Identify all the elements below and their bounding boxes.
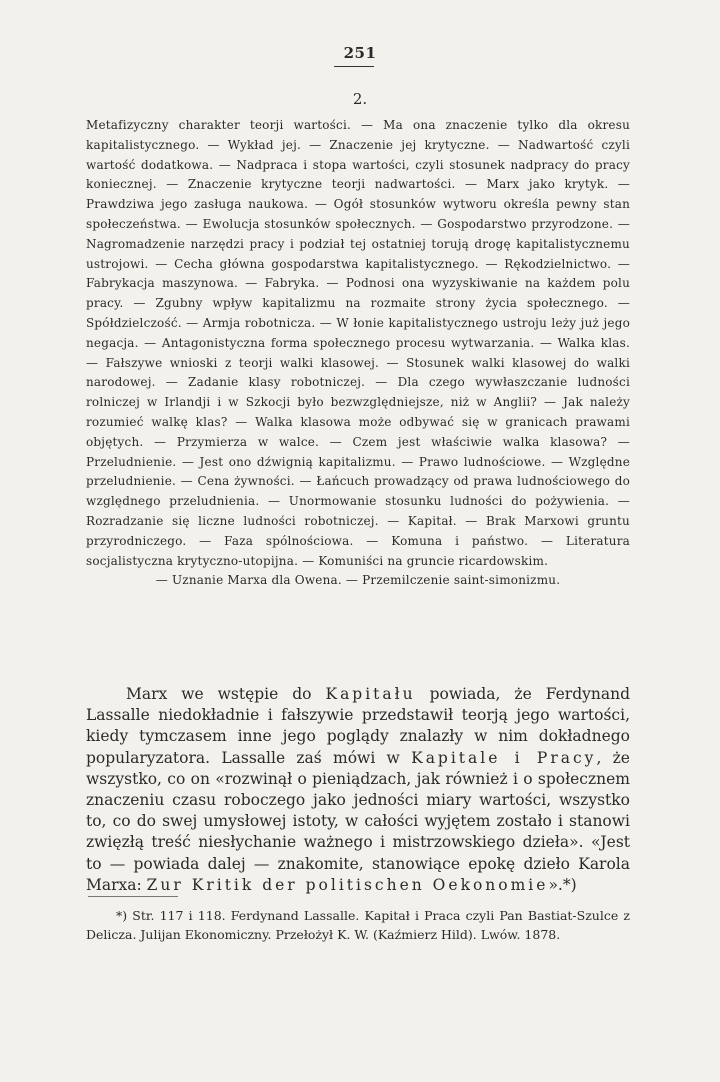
section-number: 2.: [352, 90, 368, 108]
footnote: *) Str. 117 i 118. Ferdynand Lassalle. Kapitał i Praca czyli Pan Bastiat-Szulce z Delicza. Julijan Ekonomiczny. Przełożył K. W. (Kaźmierz Hild). Lwów. 1878.: [86, 908, 630, 942]
book-title-kapital-i-praca: Kapitale i Pracy: [411, 748, 597, 767]
footnote-rule: [88, 896, 178, 897]
body-text-part-1: Marx we wstępie do: [126, 685, 326, 703]
body-text-part-2: powiada, że Ferdynand Lassalle niedokładnie i fałszywie przedstawił teorją jego wartości, kiedy tymczasem inne jego poglądy znalazły w nim dokładnego popularyzatora. Lassalle zaś mówi w: [86, 685, 630, 767]
page-number-rule: [334, 66, 374, 67]
book-title-kapital: Kapitału: [325, 685, 416, 703]
body-text-part-3: , że wszystko, co on «rozwinął o pieniądzach, jak również i o społecznem znaczeniu czasu roboczego jako jedności miary wartości, wszystko to, co do swej umysłowej istoty, w całości wyjętem zostało i stanowi zwięzłą treść niesłychanie ważnego i mistrzowskiego dzieła». «Jest to — powiada dalej — znakomite, stanowiące epokę dzieło Karola Marxa:: [86, 748, 630, 894]
body-paragraph: [86, 684, 630, 896]
page-number: 251: [343, 44, 377, 62]
chapter-summary-last-line: — Uznanie Marxa dla Owena. — Przemilczenie saint-simonizmu.: [155, 573, 561, 588]
body-text-part-4: ».*): [548, 875, 577, 894]
chapter-summary: [86, 116, 630, 591]
book-title-zur-kritik: Zur Kritik der politischen Oekonomie: [146, 875, 549, 894]
chapter-summary-text: Metafizyczny charakter teorji wartości. — Ma ona znaczenie tylko dla okresu kapitalistycznego. — Wykład jej. — Znaczenie jej krytyczne. — Nadwartość czyli wartość dodatkowa. — Nadpraca i stopa wartości, czyli stosunek nadpracy do pracy koniecznej. — Znaczenie krytyczne teorji nadwartości. — Marx jako krytyk. — Prawdziwa jego zasługa naukowa. — Ogół stosunków wytworu określa pewny stan społeczeństwa. — Ewolucja stosunków społecznych. — Gospodarstwo przyrodzone. — Nagromadzenie narzędzi pracy i podział tej ostatniej torują drogę kapitalistycznemu ustrojowi. — Cecha główna gospodarstwa kapitalistycznego. — Rękodzielnictwo. — Fabrykacja maszynowa. — Fabryka. — Podnosi ona wyzyskiwanie na każdem polu pracy. — Zgubny wpływ kapitalizmu na rozmaite strony życia społecznego. — Spółdzielczość. — Armja robotnicza. — W łonie kapitalistycznego ustroju leży już jego negacja. — Antagonistyczna forma społecznego procesu wytwarzania. — Walka klas. — Fałszywe wnioski z teorji walki klasowej. — Stosunek walki klasowej do walki narodowej. — Zadanie klasy robotniczej. — Dla czego wywłaszczanie ludności rolniczej w Irlandji i w Szkocji było bezwzględniejsze, niż w Anglii? — Jak należy rozumieć walkę klas? — Walka klasowa może odbywać się w granicach prawami objętych. — Przymierza w walce. — Czem jest właściwie walka klasowa? — Przeludnienie. — Jest ono dźwignią kapitalizmu. — Prawo ludnościowe. — Względne przeludnienie. — Cena żywności. — Łańcuch prowadzący od prawa ludnościowego do względnego przeludnienia. — Unormowanie stosunku ludności do pożywienia. — Rozradzanie się liczne ludności robotniczej. — Kapitał. — Brak Marxowi gruntu przyrodniczego. — Faza spólnościowa. — Komuna i państwo. — Literatura socjalistyczna krytyczno-utopijna. — Komuniści na gruncie ricardowskim.: [86, 118, 630, 568]
